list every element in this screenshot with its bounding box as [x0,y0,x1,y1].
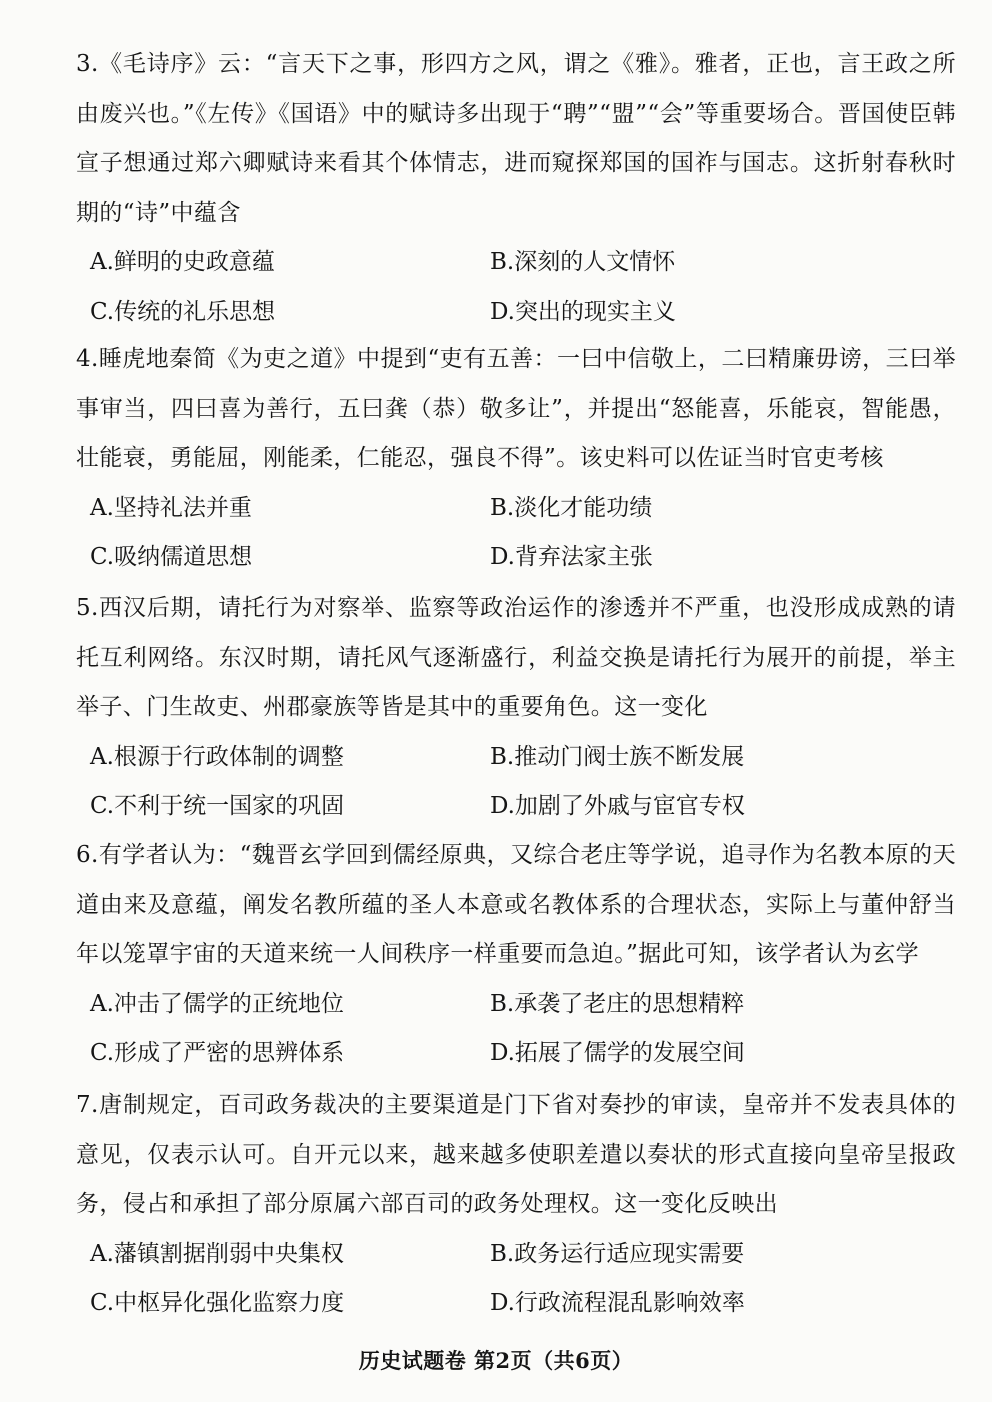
question-text: 西汉后期，请托行为对察举、监察等政治运作的渗透并不严重，也没形成成熟的请托互利网络。东汉时期，请托风气逐渐盛行，利益交换是请托行为展开的前提，举主举子、门生故吏、州郡豪族等皆是其中的重要角色。这一变化 [76,595,956,720]
question-number: 5. [76,595,99,621]
options-row [76,980,956,1030]
question-5 [76,584,956,832]
option-a: A.鲜明的史政意蕴 [90,249,275,275]
option-d: D.背弃法家主张 [490,544,653,570]
option-c: C.中枢异化强化监察力度 [90,1290,345,1316]
options-row [76,1230,956,1280]
options-row [76,484,956,534]
page-footer: 历史试题卷 第2页（共6页） [358,1348,634,1373]
question-number: 4. [76,346,99,372]
options-row [76,238,956,288]
question-6 [76,831,956,1079]
option-a: A.藩镇割据削弱中央集权 [90,1240,344,1267]
question-stem [76,831,956,980]
question-7 [76,1081,956,1329]
question-text: 唐制规定，百司政务裁决的主要渠道是门下省对奏抄的审读，皇帝并不发表具体的意见，仅表示认可。自开元以来，越来越多使职差遣以奏状的形式直接向皇帝呈报政务，侵占和承担了部分原属六部百司的政务处理权。这一变化反映出 [76,1092,956,1217]
option-c: C.不利于统一国家的巩固 [90,793,345,819]
options-row [76,1029,956,1079]
option-d: D.拓展了儒学的发展空间 [490,1040,745,1066]
option-c: C.形成了严密的思辨体系 [90,1040,345,1066]
options-row [76,533,956,583]
question-stem [76,1081,956,1230]
question-number: 7. [76,1092,99,1118]
option-b: B.淡化才能功绩 [490,494,653,521]
option-a: A.坚持礼法并重 [90,494,252,521]
options-row [76,1279,956,1329]
option-b: B.推动门阀士族不断发展 [490,743,745,770]
option-b: B.承袭了老庄的思想精粹 [490,990,745,1017]
option-c: C.吸纳儒道思想 [90,544,253,570]
options-row [76,782,956,832]
option-b: B.深刻的人文情怀 [490,249,676,275]
question-4 [76,335,956,583]
option-d: D.突出的现实主义 [490,298,676,325]
option-a: A.冲击了儒学的正统地位 [90,990,344,1017]
question-number: 6. [76,842,99,868]
option-a: A.根源于行政体制的调整 [90,743,344,770]
question-stem [76,584,956,733]
option-c: C.传统的礼乐思想 [90,298,276,325]
option-b: B.政务运行适应现实需要 [490,1240,745,1267]
option-d: D.行政流程混乱影响效率 [490,1290,745,1316]
options-row [76,733,956,783]
question-stem [76,40,956,238]
question-stem [76,335,956,484]
question-text: 睡虎地秦简《为吏之道》中提到“吏有五善：一曰中信敬上，二曰精廉毋谤，三曰举事审当，四曰喜为善行，五曰龚（恭）敬多让”，并提出“怒能喜，乐能哀，智能愚，壮能衰，勇能屈，刚能柔，仁能忍，强良不得”。该史料可以佐证当时官吏考核 [76,346,956,471]
question-number: 3. [76,51,99,77]
question-text: 《毛诗序》云：“言天下之事，形四方之风，谓之《雅》。雅者，正也，言王政之所由废兴也。”《左传》《国语》中的赋诗多出现于“聘”“盟”“会”等重要场合。晋国使臣韩宣子想通过郑六卿赋诗来看其个体情志，进而窥探郑国的国祚与国志。这折射春秋时期的“诗”中蕴含 [76,51,956,226]
question-3 [76,40,956,337]
option-d: D.加剧了外戚与宦官专权 [490,793,745,819]
options-row [76,288,956,338]
question-text: 有学者认为：“魏晋玄学回到儒经原典，又综合老庄等学说，追寻作为名教本原的天道由来及意蕴，阐发名教所蕴的圣人本意或名教体系的合理状态，实际上与董仲舒当年以笼罩宇宙的天道来统一人间秩序一样重要而急迫。”据此可知，该学者认为玄学 [76,842,956,967]
